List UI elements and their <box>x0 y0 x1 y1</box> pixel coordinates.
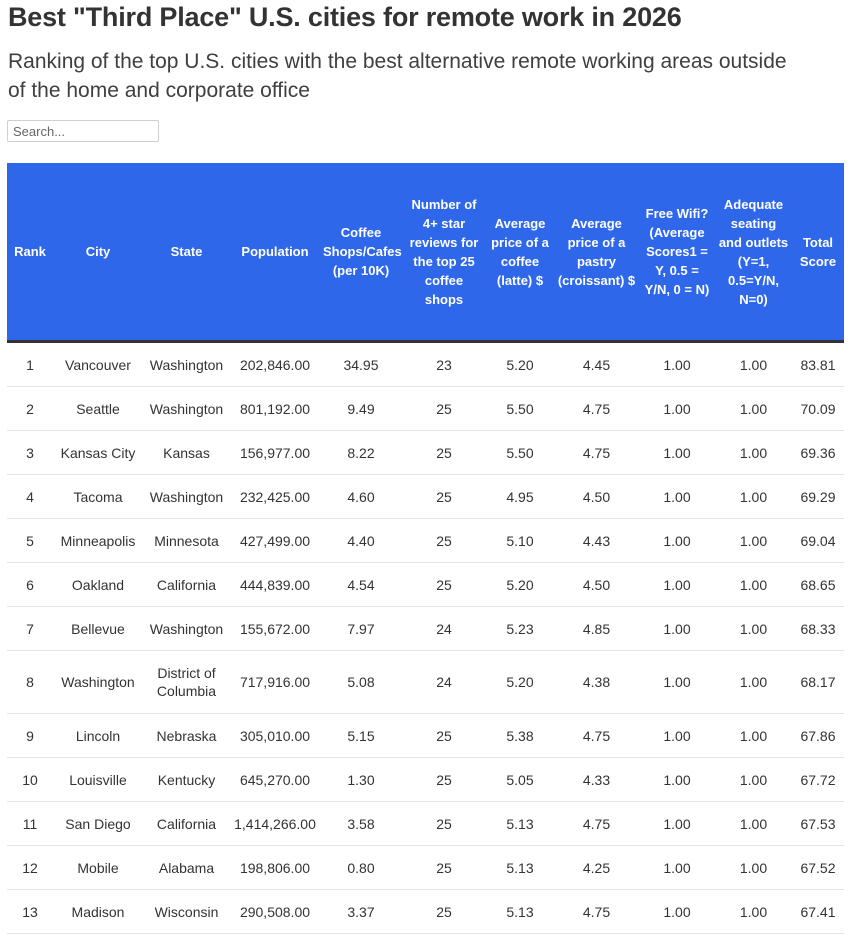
cell-state: Kentucky <box>143 758 230 802</box>
cell-total-score: 67.72 <box>792 758 844 802</box>
column-header-coffee-shops[interactable]: Coffee Shops/Cafes (per 10K) <box>320 163 402 342</box>
cell-pastry-price: 4.85 <box>554 607 639 651</box>
cell-rank: 4 <box>7 475 53 519</box>
cell-rank: 6 <box>7 563 53 607</box>
table-row <box>7 758 844 802</box>
cell-coffee-shops: 8.22 <box>320 431 402 475</box>
cell-free-wifi: 1.00 <box>639 802 715 846</box>
cell-city: Tacoma <box>53 475 143 519</box>
ranking-table <box>7 163 844 934</box>
cell-state: Wisconsin <box>143 890 230 934</box>
cell-free-wifi: 1.00 <box>639 475 715 519</box>
cell-total-score: 68.65 <box>792 563 844 607</box>
cell-free-wifi: 1.00 <box>639 714 715 758</box>
cell-city: Louisville <box>53 758 143 802</box>
cell-total-score: 68.17 <box>792 651 844 714</box>
cell-pastry-price: 4.43 <box>554 519 639 563</box>
cell-city: Mobile <box>53 846 143 890</box>
cell-reviews: 25 <box>402 758 486 802</box>
cell-state: Washington <box>143 607 230 651</box>
cell-city: Madison <box>53 890 143 934</box>
cell-total-score: 67.52 <box>792 846 844 890</box>
cell-seating-outlets: 1.00 <box>715 519 792 563</box>
cell-rank: 1 <box>7 342 53 387</box>
search-input[interactable] <box>7 120 159 142</box>
cell-rank: 8 <box>7 651 53 714</box>
cell-rank: 11 <box>7 802 53 846</box>
cell-coffee-shops: 3.37 <box>320 890 402 934</box>
cell-population: 155,672.00 <box>230 607 320 651</box>
cell-population: 198,806.00 <box>230 846 320 890</box>
cell-state: Alabama <box>143 846 230 890</box>
cell-coffee-price: 5.13 <box>486 802 554 846</box>
cell-total-score: 67.41 <box>792 890 844 934</box>
cell-coffee-price: 5.20 <box>486 342 554 387</box>
cell-seating-outlets: 1.00 <box>715 651 792 714</box>
cell-reviews: 25 <box>402 714 486 758</box>
cell-reviews: 25 <box>402 431 486 475</box>
cell-free-wifi: 1.00 <box>639 607 715 651</box>
cell-free-wifi: 1.00 <box>639 846 715 890</box>
cell-coffee-shops: 0.80 <box>320 846 402 890</box>
cell-total-score: 67.53 <box>792 802 844 846</box>
cell-state: Washington <box>143 387 230 431</box>
cell-seating-outlets: 1.00 <box>715 890 792 934</box>
table-header <box>7 163 844 342</box>
cell-free-wifi: 1.00 <box>639 758 715 802</box>
cell-reviews: 25 <box>402 387 486 431</box>
cell-coffee-shops: 9.49 <box>320 387 402 431</box>
cell-total-score: 83.81 <box>792 342 844 387</box>
cell-state: California <box>143 563 230 607</box>
cell-seating-outlets: 1.00 <box>715 607 792 651</box>
cell-pastry-price: 4.75 <box>554 802 639 846</box>
cell-reviews: 25 <box>402 519 486 563</box>
cell-rank: 5 <box>7 519 53 563</box>
cell-seating-outlets: 1.00 <box>715 714 792 758</box>
cell-free-wifi: 1.00 <box>639 519 715 563</box>
cell-pastry-price: 4.75 <box>554 431 639 475</box>
cell-coffee-shops: 34.95 <box>320 342 402 387</box>
cell-rank: 3 <box>7 431 53 475</box>
cell-total-score: 69.29 <box>792 475 844 519</box>
cell-population: 305,010.00 <box>230 714 320 758</box>
cell-coffee-shops: 5.08 <box>320 651 402 714</box>
cell-rank: 12 <box>7 846 53 890</box>
cell-pastry-price: 4.38 <box>554 651 639 714</box>
table-row <box>7 607 844 651</box>
cell-reviews: 24 <box>402 651 486 714</box>
column-header-reviews[interactable]: Number of 4+ star reviews for the top 25 coffee shops <box>402 163 486 342</box>
cell-city: San Diego <box>53 802 143 846</box>
cell-seating-outlets: 1.00 <box>715 431 792 475</box>
cell-reviews: 25 <box>402 846 486 890</box>
cell-reviews: 24 <box>402 607 486 651</box>
cell-coffee-shops: 7.97 <box>320 607 402 651</box>
cell-state: Washington <box>143 475 230 519</box>
cell-state: California <box>143 802 230 846</box>
cell-total-score: 70.09 <box>792 387 844 431</box>
column-header-population[interactable]: Population <box>230 163 320 342</box>
table-row <box>7 846 844 890</box>
cell-coffee-shops: 4.40 <box>320 519 402 563</box>
cell-population: 232,425.00 <box>230 475 320 519</box>
cell-seating-outlets: 1.00 <box>715 758 792 802</box>
table-row <box>7 802 844 846</box>
cell-city: Bellevue <box>53 607 143 651</box>
column-header-state[interactable]: State <box>143 163 230 342</box>
cell-rank: 2 <box>7 387 53 431</box>
cell-free-wifi: 1.00 <box>639 431 715 475</box>
table-row <box>7 651 844 714</box>
cell-coffee-price: 5.50 <box>486 387 554 431</box>
cell-reviews: 25 <box>402 475 486 519</box>
cell-seating-outlets: 1.00 <box>715 342 792 387</box>
cell-coffee-price: 4.95 <box>486 475 554 519</box>
table-row <box>7 431 844 475</box>
cell-population: 645,270.00 <box>230 758 320 802</box>
cell-city: Oakland <box>53 563 143 607</box>
cell-rank: 9 <box>7 714 53 758</box>
cell-city: Minneapolis <box>53 519 143 563</box>
cell-seating-outlets: 1.00 <box>715 802 792 846</box>
cell-seating-outlets: 1.00 <box>715 387 792 431</box>
cell-pastry-price: 4.75 <box>554 387 639 431</box>
cell-coffee-shops: 5.15 <box>320 714 402 758</box>
cell-city: Washington <box>53 651 143 714</box>
cell-coffee-price: 5.10 <box>486 519 554 563</box>
column-header-rank[interactable]: Rank <box>7 163 53 342</box>
cell-total-score: 67.86 <box>792 714 844 758</box>
table-row <box>7 890 844 934</box>
cell-population: 801,192.00 <box>230 387 320 431</box>
column-header-free-wifi[interactable]: Free Wifi? (Average Scores1 = Y, 0.5 = Y/N, 0 = N) <box>639 163 715 342</box>
cell-seating-outlets: 1.00 <box>715 475 792 519</box>
column-header-seating-outlets[interactable]: Adequate seating and outlets (Y=1, 0.5=Y/N, N=0) <box>715 163 792 342</box>
cell-pastry-price: 4.50 <box>554 563 639 607</box>
cell-free-wifi: 1.00 <box>639 342 715 387</box>
cell-seating-outlets: 1.00 <box>715 846 792 890</box>
cell-reviews: 25 <box>402 802 486 846</box>
cell-pastry-price: 4.25 <box>554 846 639 890</box>
cell-pastry-price: 4.45 <box>554 342 639 387</box>
cell-rank: 10 <box>7 758 53 802</box>
cell-free-wifi: 1.00 <box>639 651 715 714</box>
cell-reviews: 25 <box>402 563 486 607</box>
cell-state: District of Columbia <box>143 651 230 714</box>
cell-population: 156,977.00 <box>230 431 320 475</box>
cell-population: 202,846.00 <box>230 342 320 387</box>
cell-population: 717,916.00 <box>230 651 320 714</box>
table-row <box>7 519 844 563</box>
cell-reviews: 25 <box>402 890 486 934</box>
cell-pastry-price: 4.33 <box>554 758 639 802</box>
cell-city: Vancouver <box>53 342 143 387</box>
cell-pastry-price: 4.75 <box>554 714 639 758</box>
table-row <box>7 714 844 758</box>
column-header-total-score[interactable]: Total Score <box>792 163 844 342</box>
table-row <box>7 475 844 519</box>
cell-coffee-price: 5.13 <box>486 846 554 890</box>
cell-city: Lincoln <box>53 714 143 758</box>
page-subtitle: Ranking of the top U.S. cities with the best alternative remote working areas outside of the home and corporate office <box>8 50 787 102</box>
column-header-pastry-price[interactable]: Average price of a pastry (croissant) $ <box>554 163 639 342</box>
cell-coffee-price: 5.05 <box>486 758 554 802</box>
cell-pastry-price: 4.75 <box>554 890 639 934</box>
cell-coffee-shops: 4.54 <box>320 563 402 607</box>
cell-rank: 13 <box>7 890 53 934</box>
cell-coffee-price: 5.20 <box>486 563 554 607</box>
cell-free-wifi: 1.00 <box>639 890 715 934</box>
cell-coffee-price: 5.23 <box>486 607 554 651</box>
cell-total-score: 69.04 <box>792 519 844 563</box>
header-row <box>7 163 844 342</box>
column-header-coffee-price[interactable]: Average price of a coffee (latte) $ <box>486 163 554 342</box>
cell-reviews: 23 <box>402 342 486 387</box>
cell-state: Kansas <box>143 431 230 475</box>
cell-free-wifi: 1.00 <box>639 563 715 607</box>
cell-population: 290,508.00 <box>230 890 320 934</box>
cell-coffee-price: 5.20 <box>486 651 554 714</box>
table-row <box>7 387 844 431</box>
cell-city: Kansas City <box>53 431 143 475</box>
table-row <box>7 563 844 607</box>
cell-population: 1,414,266.00 <box>230 802 320 846</box>
cell-population: 427,499.00 <box>230 519 320 563</box>
cell-state: Minnesota <box>143 519 230 563</box>
cell-coffee-price: 5.13 <box>486 890 554 934</box>
cell-coffee-price: 5.50 <box>486 431 554 475</box>
cell-population: 444,839.00 <box>230 563 320 607</box>
cell-total-score: 68.33 <box>792 607 844 651</box>
cell-coffee-shops: 1.30 <box>320 758 402 802</box>
cell-free-wifi: 1.00 <box>639 387 715 431</box>
table-body <box>7 342 844 934</box>
cell-pastry-price: 4.50 <box>554 475 639 519</box>
page-title: Best "Third Place" U.S. cities for remote work in 2026 <box>8 2 682 32</box>
cell-state: Nebraska <box>143 714 230 758</box>
cell-state: Washington <box>143 342 230 387</box>
cell-coffee-shops: 3.58 <box>320 802 402 846</box>
table-row <box>7 342 844 387</box>
cell-seating-outlets: 1.00 <box>715 563 792 607</box>
cell-total-score: 69.36 <box>792 431 844 475</box>
cell-coffee-price: 5.38 <box>486 714 554 758</box>
cell-city: Seattle <box>53 387 143 431</box>
cell-rank: 7 <box>7 607 53 651</box>
cell-coffee-shops: 4.60 <box>320 475 402 519</box>
column-header-city[interactable]: City <box>53 163 143 342</box>
